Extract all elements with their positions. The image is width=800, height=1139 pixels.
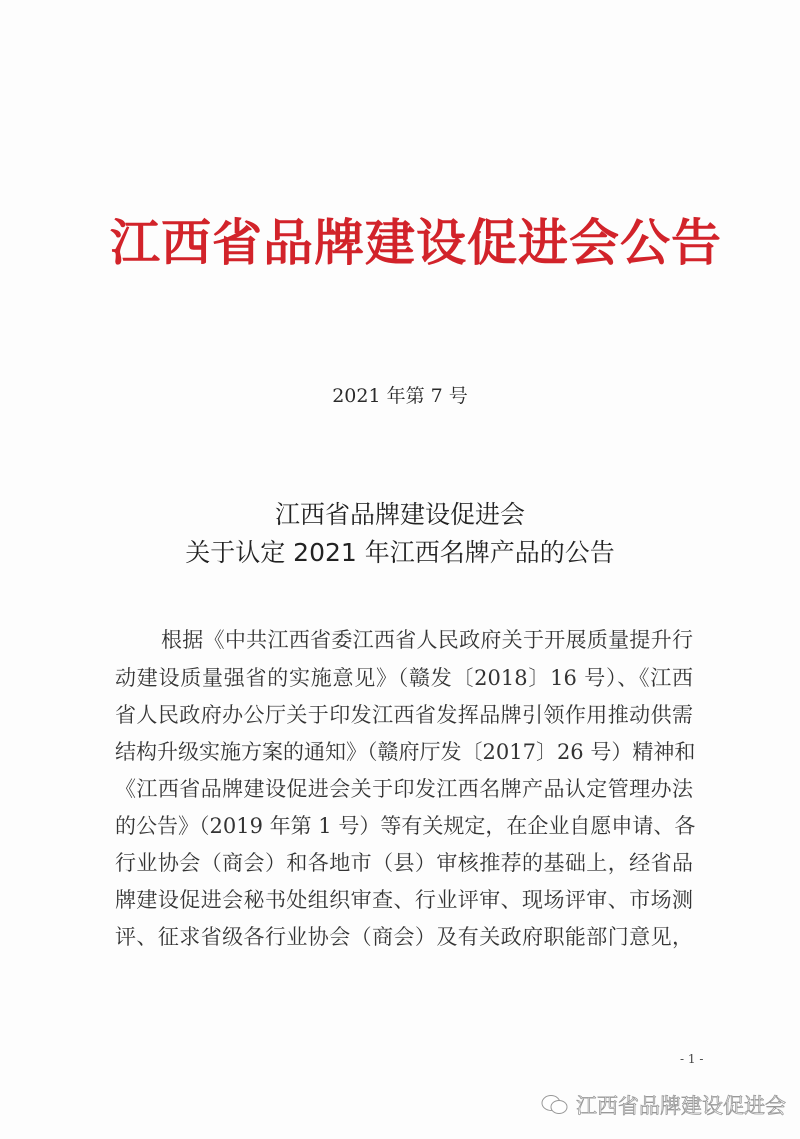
subtitle-line-2: 关于认定 2021 年江西名牌产品的公告 (185, 538, 615, 567)
body-line: 根据《中共江西省委江西省人民政府关于开展质量提升行 (161, 628, 693, 652)
page-number: - 1 - (680, 1052, 704, 1066)
body-line: 评、征求省级各行业协会（商会）及有关政府职能部门意见， (115, 925, 693, 949)
subtitle-line-1: 江西省品牌建设促进会 (274, 500, 525, 529)
document-number: 2021 年第 7 号 (332, 385, 468, 407)
body-line: 牌建设促进会秘书处组织审查、行业评审、现场评审、市场测 (115, 888, 693, 912)
body-line: 动建设质量强省的实施意见》（赣发〔2018〕16 号）、《江西 (115, 666, 693, 690)
body-line: 行业协会（商会）和各地市（县）审核推荐的基础上，经省品 (115, 851, 693, 875)
watermark (540, 1090, 786, 1120)
body-line: 结构升级实施方案的通知》（赣府厅发〔2017〕26 号）精神和 (115, 740, 696, 764)
wechat-icon (540, 1093, 570, 1117)
body-line: 省人民政府办公厅关于印发江西省发挥品牌引领作用推动供需 (115, 703, 693, 727)
document-title: 江西省品牌建设促进会公告 (110, 213, 722, 272)
body-line: 的公告》（2019 年第 1 号）等有关规定，在企业自愿申请、各 (115, 814, 696, 838)
watermark-text: 江西省品牌建设促进会 (576, 1094, 786, 1118)
body-line: 《江西省品牌建设促进会关于印发江西名牌产品认定管理办法 (115, 777, 693, 801)
